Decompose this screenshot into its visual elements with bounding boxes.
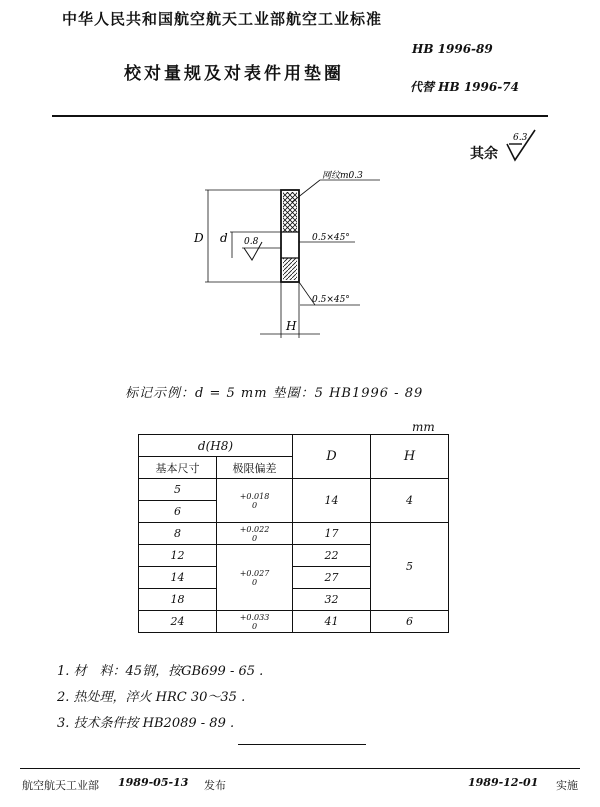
cell-D: 32: [293, 589, 371, 611]
org-standard-title: 中华人民共和国航空航天工业部航空工业标准: [62, 10, 383, 28]
footer-rule: [20, 768, 580, 769]
cell-D: 27: [293, 567, 371, 589]
dim-D: D: [194, 231, 204, 245]
surface-roughness-label: 其余: [470, 146, 498, 162]
cell-d: 12: [139, 545, 217, 567]
cell-D: 22: [293, 545, 371, 567]
knurl-note: 网纹m0.3: [322, 171, 363, 181]
note-3: 3. 技术条件按 HB2089 - 89 .: [57, 716, 235, 731]
header-D: D: [293, 435, 371, 479]
dim-H: H: [286, 319, 297, 333]
implementation-label: 实施: [556, 779, 578, 792]
washer-drawing: [180, 170, 410, 345]
cell-D: 17: [293, 523, 371, 545]
issue-label: 发布: [204, 779, 226, 792]
header-basic-size: 基本尺寸: [139, 457, 217, 479]
cell-d: 6: [139, 501, 217, 523]
cell-tol: +0.033 0: [217, 611, 293, 633]
header-H: H: [371, 435, 449, 479]
table-row: [139, 611, 449, 633]
table-row: [139, 479, 449, 501]
issuer: 航空航天工业部: [22, 779, 99, 792]
cell-tol: +0.022 0: [217, 523, 293, 545]
implementation-date: 1989-12-01: [468, 776, 539, 789]
header-d-h8: d(H8): [139, 435, 293, 457]
cell-D: 41: [293, 611, 371, 633]
header-rule: [52, 115, 548, 117]
unit-label: mm: [412, 420, 435, 434]
page-title: 校对量规及对表件用垫圈: [124, 64, 344, 84]
note-2: 2. 热处理，淬火 HRC 30～35 .: [57, 690, 246, 705]
table-row: [139, 523, 449, 545]
roughness-0-8: 0.8: [244, 237, 259, 247]
replaces-standard: 代替 HB 1996-74: [410, 80, 519, 94]
cell-d: 24: [139, 611, 217, 633]
roughness-value: 6.3: [513, 133, 528, 143]
cell-H: 6: [371, 611, 449, 633]
knurl-area: [283, 192, 297, 232]
note-1: 1. 材 料：45钢，按GB699 - 65 .: [57, 664, 264, 679]
dim-d: d: [220, 231, 228, 245]
cell-H: 4: [371, 479, 449, 523]
section-hatch: [283, 258, 297, 280]
header-limit-deviation: 极限偏差: [217, 457, 293, 479]
cell-d: 18: [139, 589, 217, 611]
notes-end-rule: [238, 744, 366, 745]
marking-example: 标记示例：d = 5 mm 垫圈：5 HB1996 - 89: [125, 386, 424, 401]
cell-D: 14: [293, 479, 371, 523]
dimension-table: [138, 434, 449, 633]
issue-date: 1989-05-13: [118, 776, 189, 789]
cell-tol: +0.027 0: [217, 545, 293, 611]
roughness-symbol-icon: [505, 128, 539, 164]
cell-tol: +0.018 0: [217, 479, 293, 523]
chamfer-top: 0.5×45°: [312, 233, 350, 243]
cell-d: 5: [139, 479, 217, 501]
standard-number: HB 1996-89: [412, 42, 493, 56]
chamfer-bottom: 0.5×45°: [312, 295, 350, 305]
cell-d: 14: [139, 567, 217, 589]
cell-H: 5: [371, 523, 449, 611]
cell-d: 8: [139, 523, 217, 545]
